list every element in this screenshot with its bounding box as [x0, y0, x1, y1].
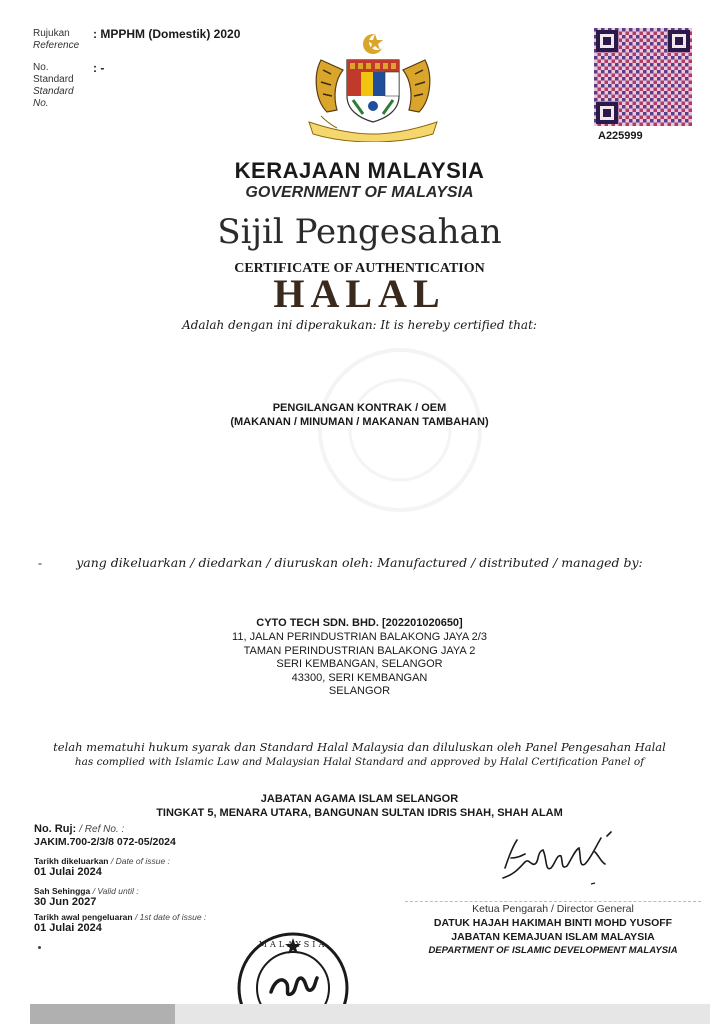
signature-line: [405, 901, 701, 902]
valid-until-label-en: / Valid until :: [92, 886, 139, 896]
government-title-en: GOVERNMENT OF MALAYSIA: [245, 184, 474, 201]
ref-no-value: JAKIM.700-2/3/8 072-05/2024: [34, 836, 176, 848]
coat-of-arms-emblem: [303, 30, 443, 142]
valid-until-value: 30 Jun 2027: [34, 896, 97, 908]
company-address: [0, 631, 719, 699]
sijil-pengesahan-title: Sijil Pengesahan: [217, 212, 502, 252]
ref-no-block: [34, 823, 124, 835]
qr-code-number: A225999: [598, 130, 643, 142]
no-label: No.: [33, 62, 49, 73]
company-name: CYTO TECH SDN. BHD. [202201020650]: [256, 617, 463, 629]
no-label-en: No.: [33, 98, 49, 109]
department-ms: JABATAN KEMAJUAN ISLAM MALAYSIA: [451, 931, 655, 943]
manufactured-dash: -: [38, 556, 42, 570]
reference-label-en: Reference: [33, 40, 80, 51]
product-line-1: PENGILANGAN KONTRAK / OEM: [272, 402, 447, 414]
valid-until-label-block: [34, 886, 139, 896]
issue-date-label-block: [34, 856, 170, 866]
standard-label-ms: Standard: [33, 74, 74, 85]
first-issue-value: 01 Julai 2024: [34, 922, 102, 934]
rujukan-label: Rujukan: [33, 28, 70, 39]
compliance-line-en: has complied with Islamic Law and Malaysian Halal Standard and approved by Halal Certification Panel of: [74, 756, 645, 768]
standard-value: : -: [93, 61, 105, 75]
company-address-line: 11, JALAN PERINDUSTRIAN BALAKONG JAYA 2/3: [232, 631, 487, 643]
first-issue-label-block: [34, 912, 206, 922]
bullet-dot: [38, 946, 41, 949]
watermark-emblem: [300, 340, 500, 520]
compliance-line-ms: telah mematuhi hukum syarak dan Standard Halal Malaysia dan diluluskan oleh Panel Pengesahan Halal: [53, 740, 666, 754]
company-address-line: SERI KEMBANGAN, SELANGOR: [276, 658, 443, 670]
manufactured-by-text: yang dikeluarkan / diedarkan / diuruskan oleh: Manufactured / distributed / managed by:: [76, 555, 643, 570]
issue-date-label-en: / Date of issue :: [110, 856, 170, 866]
certified-statement: Adalah dengan ini diperakukan: It is hereby certified that:: [182, 318, 537, 332]
director-title: Ketua Pengarah / Director General: [472, 903, 634, 915]
company-address-line: TAMAN PERINDUSTRIAN BALAKONG JAYA 2: [243, 644, 476, 657]
standard-label-en: Standard: [33, 86, 74, 97]
reference-value: : MPPHM (Domestik) 2020: [93, 27, 241, 41]
halal-logo-ring-text: MALAYSIA: [258, 940, 328, 949]
government-title-ms: KERAJAAN MALAYSIA: [234, 158, 485, 183]
halal-title: HALAL: [273, 271, 446, 316]
authority-address: TINGKAT 5, MENARA UTARA, BANGUNAN SULTAN IDRIS SHAH, SHAH ALAM: [156, 807, 563, 819]
qr-code: [594, 28, 692, 126]
department-en: DEPARTMENT OF ISLAMIC DEVELOPMENT MALAYSIA: [428, 945, 678, 956]
bottom-security-strip: [30, 1004, 710, 1024]
issue-date-value: 01 Julai 2024: [34, 866, 102, 878]
director-name: DATUK HAJAH HAKIMAH BINTI MOHD YUSOFF: [433, 917, 673, 929]
company-address-line: SELANGOR: [328, 685, 391, 697]
first-issue-label: Tarikh awal pengeluaran: [34, 912, 133, 922]
ref-no-label-en: / Ref No. :: [79, 824, 125, 835]
authority-name: JABATAN AGAMA ISLAM SELANGOR: [260, 793, 459, 805]
reference-label: [33, 28, 79, 52]
issue-date-label: Tarikh dikeluarkan: [34, 856, 109, 866]
director-signature: [495, 828, 625, 888]
product-line-2: (MAKANAN / MINUMAN / MAKANAN TAMBAHAN): [230, 416, 489, 428]
ref-no-label: No. Ruj:: [34, 823, 77, 835]
standard-label: [33, 62, 74, 110]
valid-until-label: Sah Sehingga: [34, 886, 91, 896]
company-address-line: 43300, SERI KEMBANGAN: [291, 671, 428, 684]
first-issue-label-en: / 1st date of issue :: [134, 912, 207, 922]
certificate-title-en: CERTIFICATE OF AUTHENTICATION: [234, 261, 485, 276]
